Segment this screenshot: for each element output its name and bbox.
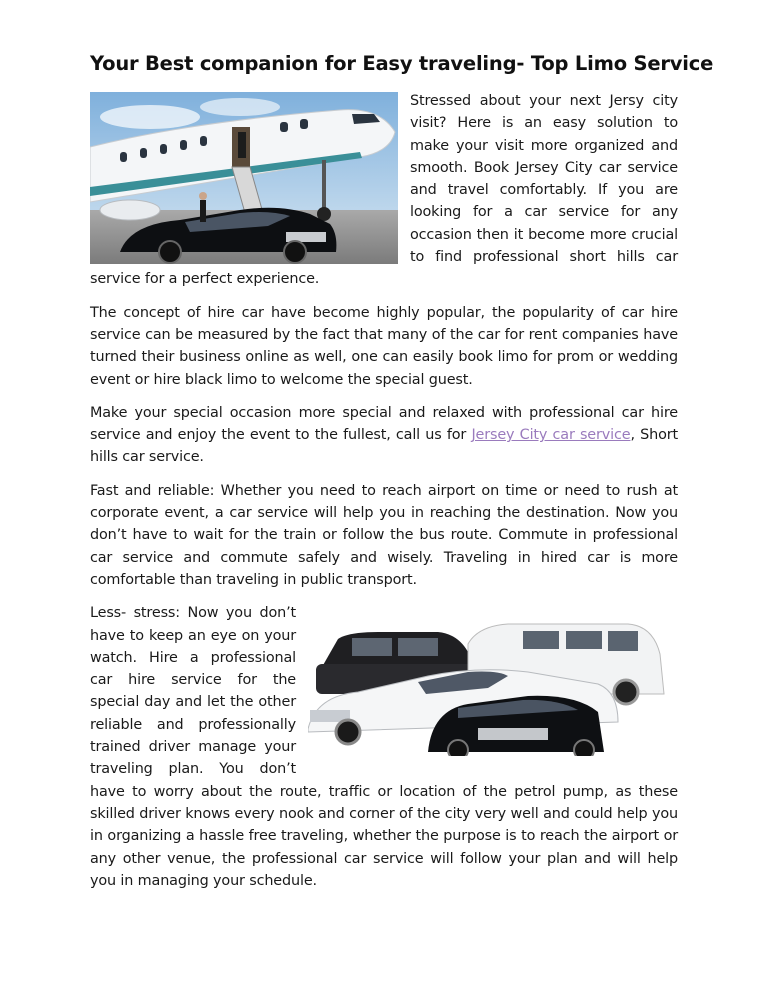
- paragraph-occasion-start: Make your special occasion more special and relaxed with professional car hire service and enjoy the event to the fullest, call us for: [90, 404, 678, 444]
- paragraph-occasion-end: , Short hills car service.: [90, 427, 679, 466]
- jersey-city-car-service-link[interactable]: Jersey City car service: [471, 427, 631, 444]
- limo-fleet-photo: [308, 604, 678, 756]
- document-body: [90, 50, 714, 903]
- paragraph-concept: The concept of hire car have become highly popular, the popularity of car hire service can be measured by the fact that many of the car for rent companies have turned their business online as well, one can easily book limo for prom or wedding event or hire black limo to welcome the special guest.: [90, 304, 678, 388]
- jet-and-limo-photo: [90, 92, 398, 264]
- paragraph-intro: Stressed about your next Jersy city visit? Here is an easy solution to make your visit more organized and smooth. Book Jersey City car service and travel comfortably. If you are looking for a car service for any occasion then it become more crucial to find professional short hills car service for a perfect experience.: [90, 93, 678, 288]
- page-title: Your Best companion for Easy traveling- Top Limo Service: [90, 52, 714, 75]
- paragraph-fast-reliable: Fast and reliable: Whether you need to reach airport on time or need to rush at corporate event, a car service will help you in reaching the destination. Now you don’t have to wait for the train or follow the bus route. Commute in professional car service and commute safely and wisely. Traveling in hired car is more comfortable than traveling in public transport.: [90, 482, 678, 588]
- paragraph-occasion: [90, 402, 678, 469]
- paragraph-less-stress: Less- stress: Now you don’t have to keep an eye on your watch. Hire a professional car hire service for the special day and let the other reliable and professionally trained driver manage your traveling plan. You don’t have to worry about the route, traffic or location of the petrol pump, as these skilled driver knows every nook and corner of the city very well and could help you in organizing a hassle free traveling, whether the purpose is to reach the airport or any other venue, the professional car service will follow your plan and will help you in managing your schedule.: [90, 605, 678, 889]
